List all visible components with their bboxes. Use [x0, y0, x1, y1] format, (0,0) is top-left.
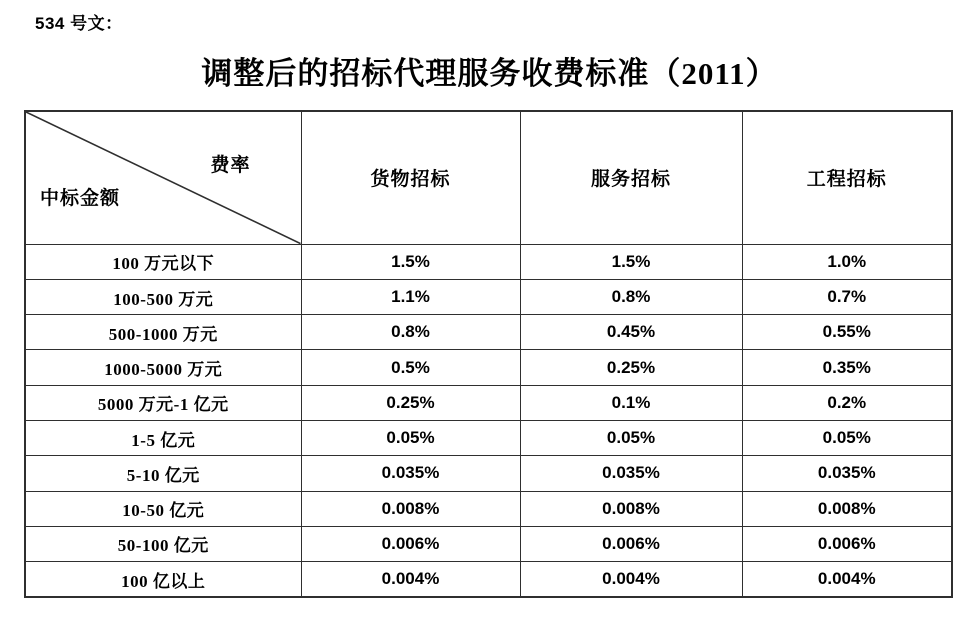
table-row	[25, 244, 952, 279]
corner-bid-amount-label: 中标金额	[40, 188, 121, 209]
fee-cell: 0.45%	[520, 315, 742, 350]
table-row	[25, 456, 952, 491]
fee-cell: 0.004%	[301, 562, 520, 597]
fee-cell: 0.8%	[520, 279, 742, 314]
fee-cell: 0.006%	[301, 526, 520, 561]
fee-cell: 0.004%	[742, 562, 952, 597]
column-header-service-tender: 服务招标	[520, 111, 742, 244]
row-label: 5000 万元-1 亿元	[25, 385, 301, 420]
fee-cell: 0.008%	[520, 491, 742, 526]
fee-cell: 0.25%	[301, 385, 520, 420]
fee-cell: 0.035%	[520, 456, 742, 491]
corner-header-cell	[25, 111, 301, 244]
row-label: 1-5 亿元	[25, 421, 301, 456]
doc-number-label: 534 号文：	[35, 14, 123, 33]
column-header-engineering-tender: 工程招标	[742, 111, 952, 244]
table-row	[25, 279, 952, 314]
row-label: 100-500 万元	[25, 279, 301, 314]
table-header-row	[25, 111, 952, 244]
row-label: 50-100 亿元	[25, 526, 301, 561]
fee-cell: 0.008%	[742, 491, 952, 526]
fee-cell: 0.006%	[742, 526, 952, 561]
row-label: 10-50 亿元	[25, 491, 301, 526]
fee-cell: 0.55%	[742, 315, 952, 350]
table-row	[25, 315, 952, 350]
fee-cell: 0.2%	[742, 385, 952, 420]
table-row	[25, 421, 952, 456]
column-header-goods-tender: 货物招标	[301, 111, 520, 244]
fee-cell: 0.006%	[520, 526, 742, 561]
document-title: 调整后的招标代理服务收费标准（2011）	[201, 56, 778, 91]
table-row	[25, 562, 952, 597]
table-row	[25, 526, 952, 561]
fee-cell: 0.004%	[520, 562, 742, 597]
fee-cell: 0.1%	[520, 385, 742, 420]
fee-cell: 0.35%	[742, 350, 952, 385]
fee-cell: 0.8%	[301, 315, 520, 350]
fee-cell: 0.05%	[301, 421, 520, 456]
corner-rate-label: 费率	[210, 155, 251, 176]
fee-rate-table	[24, 110, 953, 598]
fee-cell: 0.035%	[301, 456, 520, 491]
row-label: 100 万元以下	[25, 244, 301, 279]
fee-cell: 1.0%	[742, 244, 952, 279]
fee-cell: 0.25%	[520, 350, 742, 385]
fee-cell: 1.1%	[301, 279, 520, 314]
row-label: 1000-5000 万元	[25, 350, 301, 385]
fee-cell: 1.5%	[301, 244, 520, 279]
table-row	[25, 350, 952, 385]
row-label: 500-1000 万元	[25, 315, 301, 350]
fee-cell: 0.008%	[301, 491, 520, 526]
table-row	[25, 491, 952, 526]
fee-cell: 1.5%	[520, 244, 742, 279]
table-row	[25, 385, 952, 420]
fee-cell: 0.035%	[742, 456, 952, 491]
row-label: 5-10 亿元	[25, 456, 301, 491]
fee-cell: 0.05%	[520, 421, 742, 456]
row-label: 100 亿以上	[25, 562, 301, 597]
corner-diagonal-line	[26, 112, 301, 244]
fee-cell: 0.7%	[742, 279, 952, 314]
fee-cell: 0.5%	[301, 350, 520, 385]
fee-cell: 0.05%	[742, 421, 952, 456]
